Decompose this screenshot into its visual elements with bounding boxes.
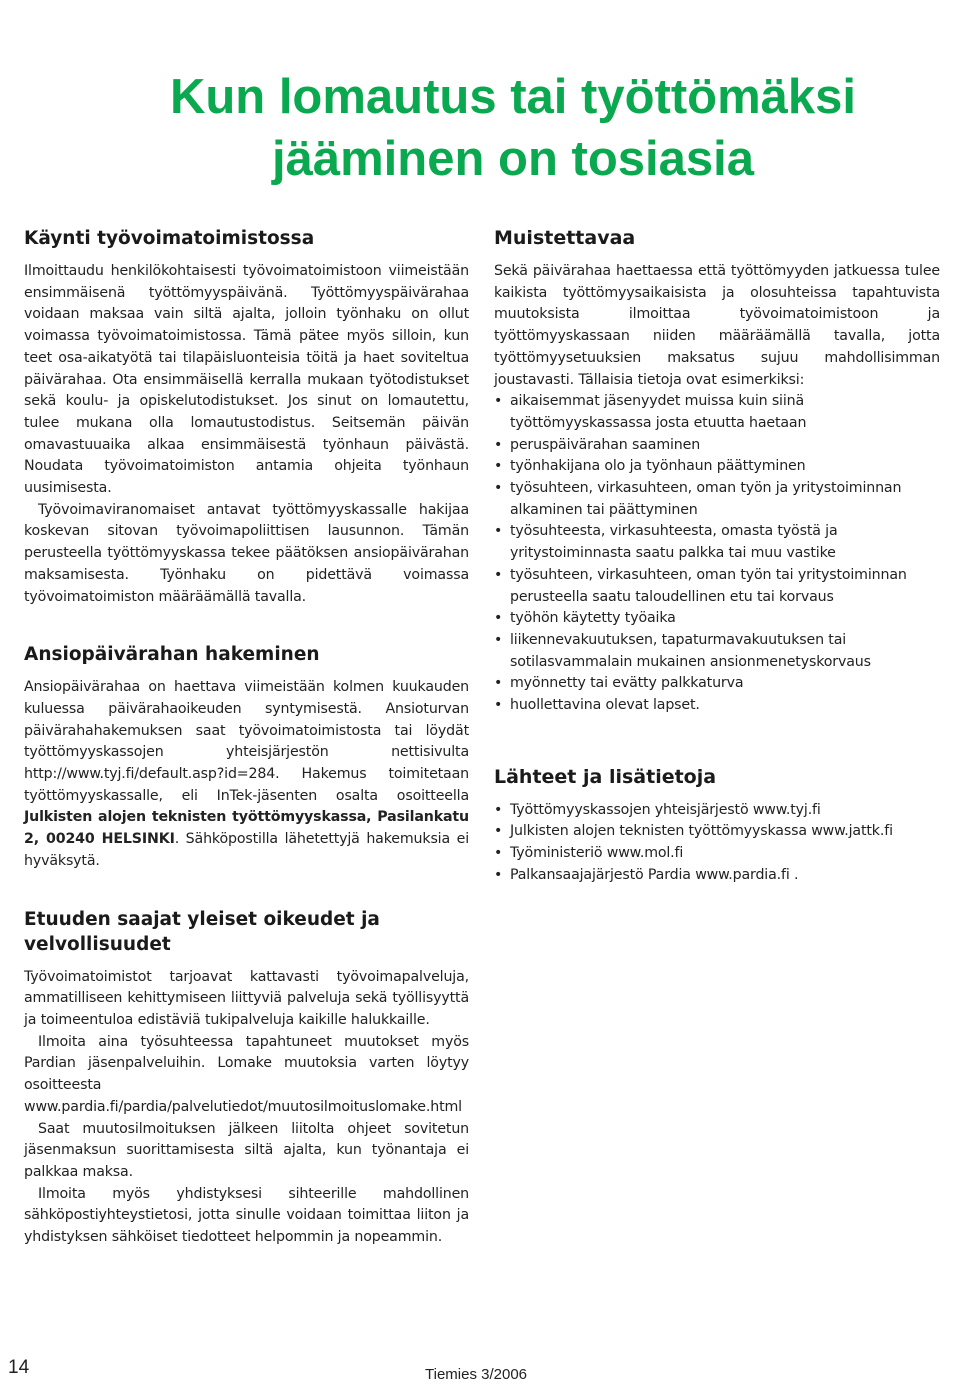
section-heading: Muistettavaa: [494, 227, 636, 249]
paragraph-text: . Sähköpostilla lähetettyjä hakemuksia ei hyväksytä.: [24, 831, 469, 869]
section-muistettavaa: [494, 226, 940, 717]
list-item: • liikennevakuutuksen, tapaturmavakuutuksen tai sotilasvammalain mukainen ansionmenetyskorvaus: [494, 630, 940, 673]
paragraph: Työvoimaviranomaiset antavat työttömyyskassalle hakijaa koskevan sitovan työvoimapoliittisen lausunnon. Tämän perusteella työttömyyskassa tekee päätöksen ansiopäivärahan maksamisesta. Työnhaku on pidettävä voimassa työvoimatoimiston määräämällä tavalla.: [24, 501, 469, 605]
bullet-list: [494, 800, 940, 887]
list-item: • aikaisemmat jäsenyydet muissa kuin siinä työttömyyskassassa josta etuutta haetaan: [494, 391, 940, 434]
page-number: 14: [8, 1357, 30, 1378]
section-heading: Lähteet ja lisätietoja: [494, 765, 717, 788]
list-item: • Palkansaajajärjestö Pardia www.pardia.fi .: [494, 865, 940, 887]
list-item: • työsuhteen, virkasuhteen, oman työn tai yritystoiminnan perusteella saatu taloudellinen etu tai korvaus: [494, 565, 940, 608]
list-item: • huollettavina olevat lapset.: [494, 695, 940, 717]
list-item: • työhön käytetty työaika: [494, 608, 940, 630]
list-item: • peruspäivärahan saaminen: [494, 435, 940, 457]
section-kaynti: [24, 226, 469, 608]
section-heading: Ansiopäivärahan hakeminen: [24, 644, 320, 666]
section-heading: Etuuden saajat yleiset oikeudet ja velvollisuudet: [24, 908, 380, 955]
left-column: [24, 226, 469, 1249]
paragraph-text: Ansiopäivärahaa on haettava viimeistään kolmen kuukauden kuluessa päivärahaoikeuden syntymisestä. Ansioturvan päivärahahakemuksen saat työvoimatoimistosta tai löydät työttömyyskassojen yhteisjärjestön nettisivulta http://www.tyj.fi/default.asp?id=284. Hakemus toimitetaan työttömyyskassalle, eli InTek-jäsenten osalta osoitteella: [24, 679, 469, 804]
list-item: • Työttömyyskassojen yhteisjärjestö www.tyj.fi: [494, 800, 940, 822]
section-oikeudet: [24, 907, 469, 1249]
list-item: • myönnetty tai evätty palkkaturva: [494, 673, 940, 695]
paragraph: Ilmoita myös yhdistyksesi sihteerille mahdollinen sähköpostiyhteystietosi, jotta sinulle voidaan toimittaa liiton ja yhdistyksen sähköiset tiedotteet helpommin ja nopeammin.: [24, 1185, 469, 1246]
page-title: Kun lomautus tai työttömäksi jääminen on tosiasia: [169, 70, 857, 186]
section-heading: Käynti työvoimatoimistossa: [24, 228, 315, 249]
paragraph: Työvoimatoimistot tarjoavat kattavasti työvoimapalveluja, ammatilliseen kehittymiseen liittyviä palveluja sekä työllisyyttä ja toimeentuloa edistäviä tukipalveluja kaikille halukkaille.: [24, 968, 469, 1028]
list-item: • työsuhteen, virkasuhteen, oman työn ja yritystoiminnan alkaminen tai päättyminen: [494, 478, 940, 521]
issue-label: Tiemies 3/2006: [425, 1366, 527, 1383]
paragraph: Saat muutosilmoituksen jälkeen liitolta ohjeet sovitetun jäsenmaksun suorittamisesta siltä ajalta, kun työnantaja ei palkkaa maksa.: [24, 1120, 469, 1180]
paragraph: Ilmoittaudu henkilökohtaisesti työvoimatoimistoon viimeistään ensimmäisenä työttömyyspäivänä. Työttömyyspäivärahaa voidaan maksaa vain siltä ajalta, jolloin työnhaku on ollut voimassa työvoimatoimistossa. Tämä pätee myös silloin, kun teet osa-aikatyötä tai tilapäisluonteisia töitä ja haet soviteltua päivärahaa. Ota ensimmäisellä kerralla mukaan työtodistukset sekä koulu- ja opiskelutodistukset. Jos sinut on lomautettu, tulee mukana olla lomautustodistus. Seitsemän päivän omavastuuaika alkaa ensimmäisestä työnhaun päivästä. Noudata työvoimatoimiston antamia ohjeita työnhaun uusimisesta.: [24, 263, 469, 497]
list-item: • työnhakijana olo ja työnhaun päättyminen: [494, 456, 940, 478]
list-item: • Julkisten alojen teknisten työttömyyskassa www.jattk.fi: [494, 821, 940, 843]
paragraph: [24, 677, 469, 872]
right-column: [494, 226, 940, 887]
section-ansiopaivaraha: [24, 642, 469, 872]
section-lahteet: [494, 765, 940, 887]
list-item: • Työministeriö www.mol.fi: [494, 843, 940, 865]
paragraph: Ilmoita aina työsuhteessa tapahtuneet muutokset myös Pardian jäsenpalveluihin. Lomake muutoksia varten löytyy osoitteesta www.pardia.fi/pardia/palvelutiedot/muutosilmoituslomake.html: [24, 1033, 469, 1115]
address-bold: Julkisten alojen teknisten työttömyyskassa, Pasilankatu 2, 00240 HELSINKI: [24, 809, 469, 848]
list-item: • työsuhteesta, virkasuhteesta, omasta työstä ja yritystoiminnasta saatu palkka tai muu vastike: [494, 521, 940, 564]
paragraph: Sekä päivärahaa haettaessa että työttömyyden jatkuessa tulee kaikista työttömyysaikaisista ja olosuhteissa tapahtuvista muutoksista ilmoittaa työvoimatoimistoon ja työttömyyskassaan niiden määräämällä tavalla, jotta työttömyysetuuksien maksatus sujuu mahdollisimman joustavasti. Tällaisia tietoja ovat esimerkiksi:: [494, 263, 940, 388]
bullet-list: [494, 391, 940, 717]
